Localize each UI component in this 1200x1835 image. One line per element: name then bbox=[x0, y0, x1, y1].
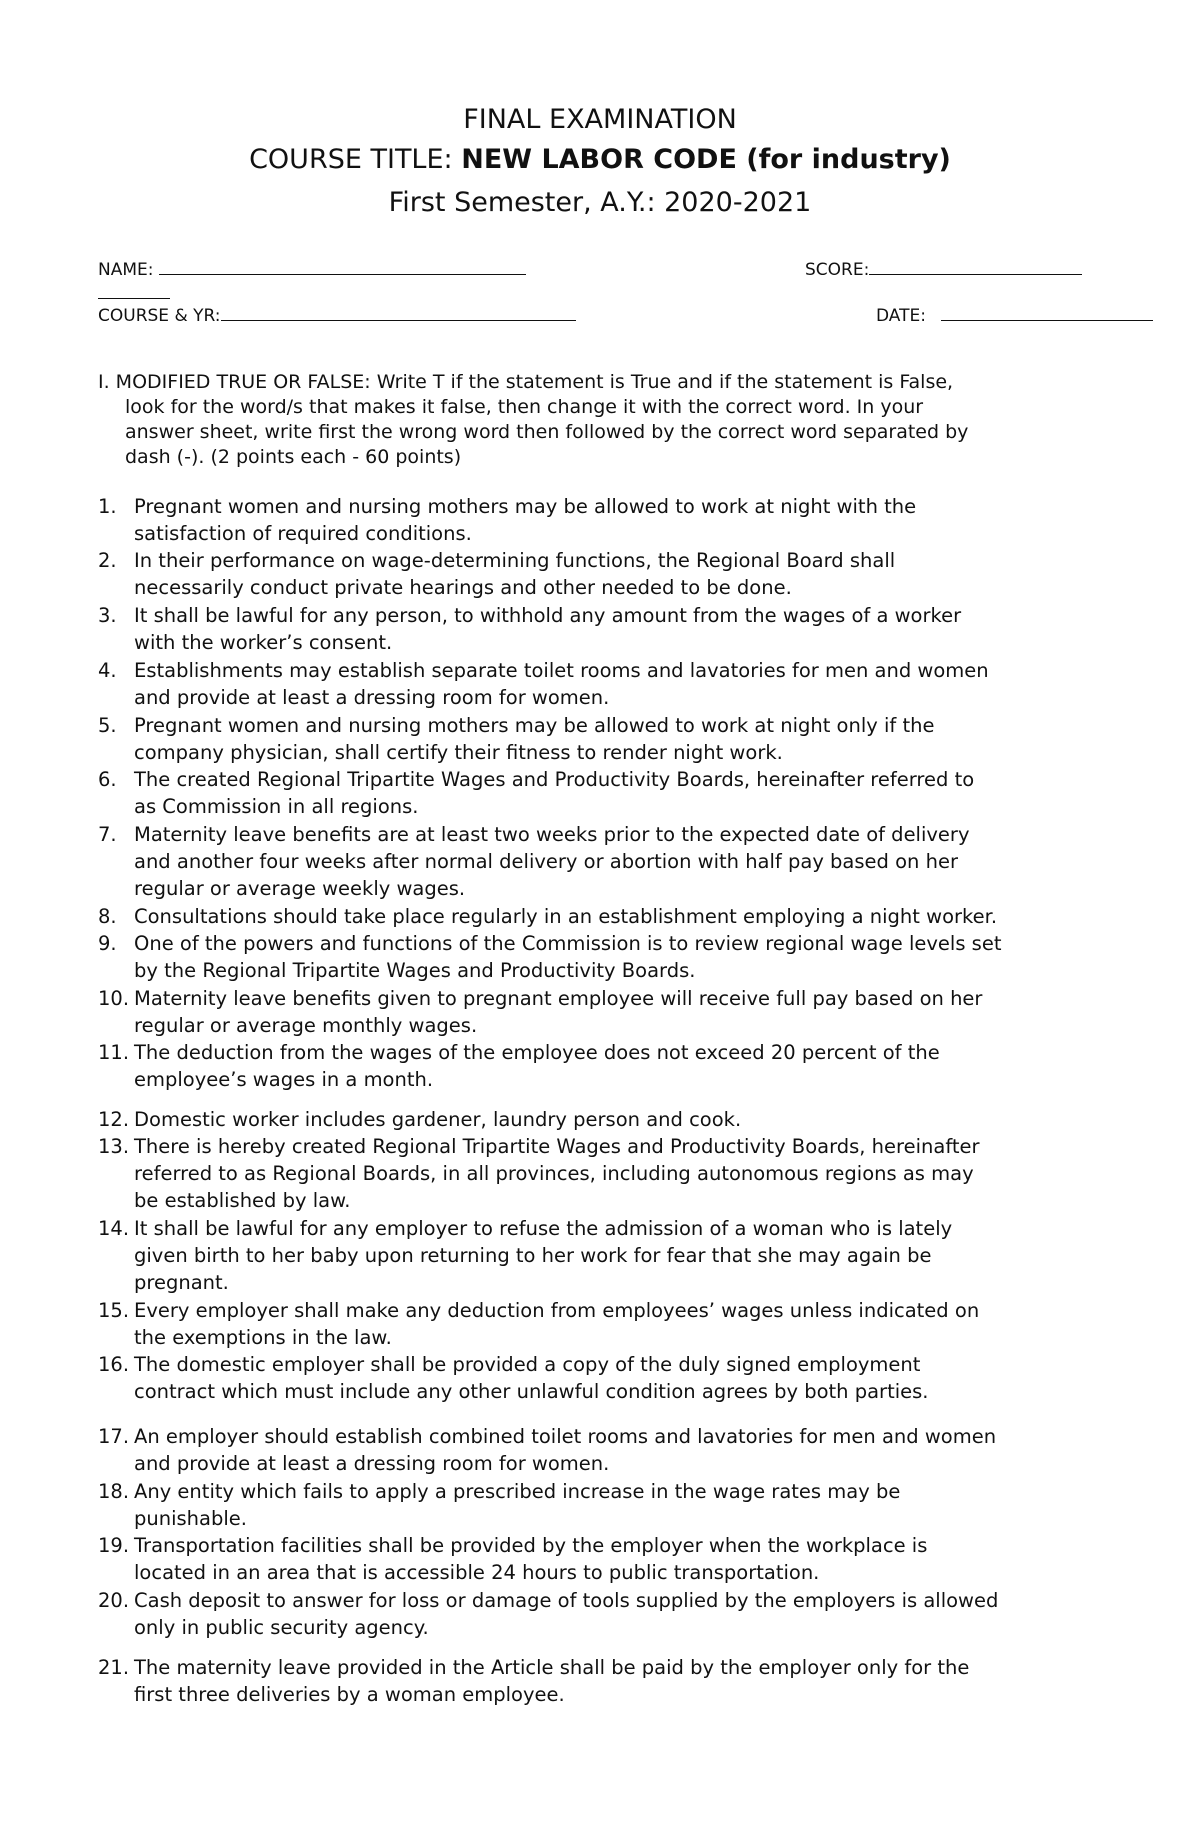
question-item bbox=[98, 903, 1108, 930]
question-number: 4. bbox=[98, 659, 117, 682]
question-text bbox=[98, 903, 1108, 930]
question-text bbox=[98, 1587, 1108, 1641]
score-label: SCORE: bbox=[805, 260, 870, 280]
question-number: 6. bbox=[98, 768, 117, 791]
instructions-line: answer sheet, write first the wrong word then followed by the correct word separated by bbox=[125, 421, 969, 443]
question-text-line: company physician, shall certify their fitness to render night work. bbox=[134, 741, 783, 764]
question-item bbox=[98, 657, 1108, 711]
question-text-line: Pregnant women and nursing mothers may be allowed to work at night only if the bbox=[134, 714, 935, 737]
question-number: 19. bbox=[98, 1534, 130, 1557]
exam-header bbox=[0, 100, 1200, 226]
instructions-line: dash (-). (2 points each - 60 points) bbox=[125, 446, 462, 468]
question-text-line: regular or average monthly wages. bbox=[134, 1014, 478, 1037]
question-number: 5. bbox=[98, 714, 117, 737]
question-item bbox=[98, 1039, 1108, 1093]
course-title bbox=[0, 140, 1200, 180]
question-text bbox=[98, 1478, 1108, 1532]
question-text-line: satisfaction of required conditions. bbox=[134, 522, 472, 545]
question-text-line: It shall be lawful for any person, to withhold any amount from the wages of a worker bbox=[134, 604, 962, 627]
question-text-line: Consultations should take place regularly in an establishment employing a night worker. bbox=[134, 905, 998, 928]
question-text bbox=[98, 493, 1108, 547]
question-text bbox=[98, 930, 1108, 984]
question-text-line: Every employer shall make any deduction from employees’ wages unless indicated on bbox=[134, 1299, 980, 1322]
question-text-line: referred to as Regional Boards, in all provinces, including autonomous regions as may bbox=[134, 1162, 974, 1185]
question-item bbox=[98, 1215, 1108, 1296]
date-blank bbox=[941, 304, 1153, 321]
question-text-line: There is hereby created Regional Tripartite Wages and Productivity Boards, hereinafter bbox=[134, 1135, 980, 1158]
instructions-line: I. MODIFIED TRUE OR FALSE: Write T if the statement is True and if the statement is False, bbox=[98, 371, 954, 393]
question-text bbox=[98, 985, 1108, 1039]
question-text-line: contract which must include any other unlawful condition agrees by both parties. bbox=[134, 1380, 929, 1403]
question-number: 9. bbox=[98, 932, 117, 955]
question-item bbox=[98, 712, 1108, 766]
date-field bbox=[876, 304, 1153, 326]
question-number: 15. bbox=[98, 1299, 130, 1322]
question-number: 3. bbox=[98, 604, 117, 627]
question-text bbox=[98, 712, 1108, 766]
name-blank bbox=[159, 258, 526, 275]
question-item bbox=[98, 547, 1108, 601]
question-text-line: The created Regional Tripartite Wages and Productivity Boards, hereinafter referred to bbox=[134, 768, 975, 791]
question-text-line: and provide at least a dressing room for women. bbox=[134, 686, 610, 709]
question-number: 10. bbox=[98, 987, 130, 1010]
question-number: 18. bbox=[98, 1480, 130, 1503]
question-item bbox=[98, 766, 1108, 820]
question-item bbox=[98, 1106, 1108, 1133]
question-text-line: necessarily conduct private hearings and other needed to be done. bbox=[134, 576, 792, 599]
question-item bbox=[98, 985, 1108, 1039]
question-text-line: located in an area that is accessible 24 hours to public transportation. bbox=[134, 1561, 820, 1584]
question-text bbox=[98, 1351, 1108, 1405]
course-title-prefix: COURSE TITLE: bbox=[249, 144, 462, 175]
question-text-line: Cash deposit to answer for loss or damage of tools supplied by the employers is allowed bbox=[134, 1589, 999, 1612]
question-text-line: Transportation facilities shall be provided by the employer when the workplace is bbox=[134, 1534, 928, 1557]
question-text-line: punishable. bbox=[134, 1507, 247, 1530]
instructions-line: look for the word/s that makes it false, then change it with the correct word. In your bbox=[125, 396, 924, 418]
question-text-line: only in public security agency. bbox=[134, 1616, 429, 1639]
question-number: 20. bbox=[98, 1589, 130, 1612]
question-text-line: regular or average weekly wages. bbox=[134, 877, 466, 900]
question-text bbox=[98, 547, 1108, 601]
question-text-line: One of the powers and functions of the Commission is to review regional wage levels set bbox=[134, 932, 1002, 955]
question-text-line: The maternity leave provided in the Article shall be paid by the employer only for the bbox=[134, 1656, 970, 1679]
question-number: 1. bbox=[98, 495, 117, 518]
question-number: 21. bbox=[98, 1656, 130, 1679]
question-text bbox=[98, 1133, 1108, 1214]
question-item bbox=[98, 1478, 1108, 1532]
score-field bbox=[805, 258, 1082, 280]
question-item bbox=[98, 1532, 1108, 1586]
question-item bbox=[98, 1297, 1108, 1351]
question-text bbox=[98, 1532, 1108, 1586]
question-item bbox=[98, 493, 1108, 547]
name-label: NAME: bbox=[98, 260, 154, 280]
question-text-line: pregnant. bbox=[134, 1271, 229, 1294]
question-text-line: by the Regional Tripartite Wages and Productivity Boards. bbox=[134, 959, 696, 982]
exam-title: FINAL EXAMINATION bbox=[463, 104, 737, 135]
question-item bbox=[98, 1423, 1108, 1477]
question-item bbox=[98, 821, 1108, 902]
question-number: 14. bbox=[98, 1217, 130, 1240]
question-number: 11. bbox=[98, 1041, 130, 1064]
semester-line: First Semester, A.Y.: 2020-2021 bbox=[388, 187, 812, 218]
score-blank-continuation bbox=[98, 282, 170, 304]
question-text-line: Maternity leave benefits given to pregnant employee will receive full pay based on her bbox=[134, 987, 983, 1010]
question-item bbox=[98, 1133, 1108, 1214]
question-text-line: Pregnant women and nursing mothers may be allowed to work at night with the bbox=[134, 495, 917, 518]
question-text-line: Establishments may establish separate toilet rooms and lavatories for men and women bbox=[134, 659, 989, 682]
date-label: DATE: bbox=[876, 306, 926, 326]
question-text-line: The deduction from the wages of the employee does not exceed 20 percent of the bbox=[134, 1041, 940, 1064]
question-number: 12. bbox=[98, 1108, 130, 1131]
question-text-line: first three deliveries by a woman employee. bbox=[134, 1683, 565, 1706]
question-item bbox=[98, 602, 1108, 656]
question-text bbox=[98, 1423, 1108, 1477]
instructions bbox=[98, 370, 1098, 470]
question-text bbox=[98, 1654, 1108, 1708]
question-number: 16. bbox=[98, 1353, 130, 1376]
question-number: 8. bbox=[98, 905, 117, 928]
question-text bbox=[98, 1215, 1108, 1296]
question-text bbox=[98, 1106, 1108, 1133]
question-text-line: It shall be lawful for any employer to refuse the admission of a woman who is lately bbox=[134, 1217, 953, 1240]
question-item bbox=[98, 1587, 1108, 1641]
question-text bbox=[98, 602, 1108, 656]
blank-continuation-line bbox=[98, 282, 170, 299]
score-blank bbox=[869, 258, 1082, 275]
question-item bbox=[98, 1654, 1108, 1708]
question-text bbox=[98, 1297, 1108, 1351]
question-text-line: be established by law. bbox=[134, 1189, 351, 1212]
question-text-line: employee’s wages in a month. bbox=[134, 1068, 434, 1091]
question-text bbox=[98, 657, 1108, 711]
question-number: 2. bbox=[98, 549, 117, 572]
question-text-line: and another four weeks after normal delivery or abortion with half pay based on her bbox=[134, 850, 958, 873]
question-text-line: the exemptions in the law. bbox=[134, 1326, 392, 1349]
course-yr-field bbox=[98, 304, 576, 326]
question-number: 13. bbox=[98, 1135, 130, 1158]
question-text bbox=[98, 821, 1108, 902]
question-number: 7. bbox=[98, 823, 117, 846]
question-text-line: An employer should establish combined toilet rooms and lavatories for men and women bbox=[134, 1425, 997, 1448]
question-text bbox=[98, 766, 1108, 820]
course-yr-label: COURSE & YR: bbox=[98, 306, 221, 326]
question-item bbox=[98, 1351, 1108, 1405]
question-text bbox=[98, 1039, 1108, 1093]
question-text-line: and provide at least a dressing room for women. bbox=[134, 1452, 610, 1475]
question-text-line: as Commission in all regions. bbox=[134, 795, 419, 818]
question-text-line: In their performance on wage-determining functions, the Regional Board shall bbox=[134, 549, 896, 572]
question-number: 17. bbox=[98, 1425, 130, 1448]
course-yr-blank bbox=[221, 304, 576, 321]
question-text-line: Maternity leave benefits are at least two weeks prior to the expected date of delivery bbox=[134, 823, 970, 846]
question-text-line: given birth to her baby upon returning to her work for fear that she may again be bbox=[134, 1244, 932, 1267]
question-text-line: The domestic employer shall be provided a copy of the duly signed employment bbox=[134, 1353, 921, 1376]
name-field bbox=[98, 258, 526, 280]
question-item bbox=[98, 930, 1108, 984]
question-text-line: with the worker’s consent. bbox=[134, 631, 393, 654]
question-text-line: Domestic worker includes gardener, laundry person and cook. bbox=[134, 1108, 742, 1131]
question-text-line: Any entity which fails to apply a prescribed increase in the wage rates may be bbox=[134, 1480, 901, 1503]
course-title-name: NEW LABOR CODE (for industry) bbox=[461, 144, 951, 175]
